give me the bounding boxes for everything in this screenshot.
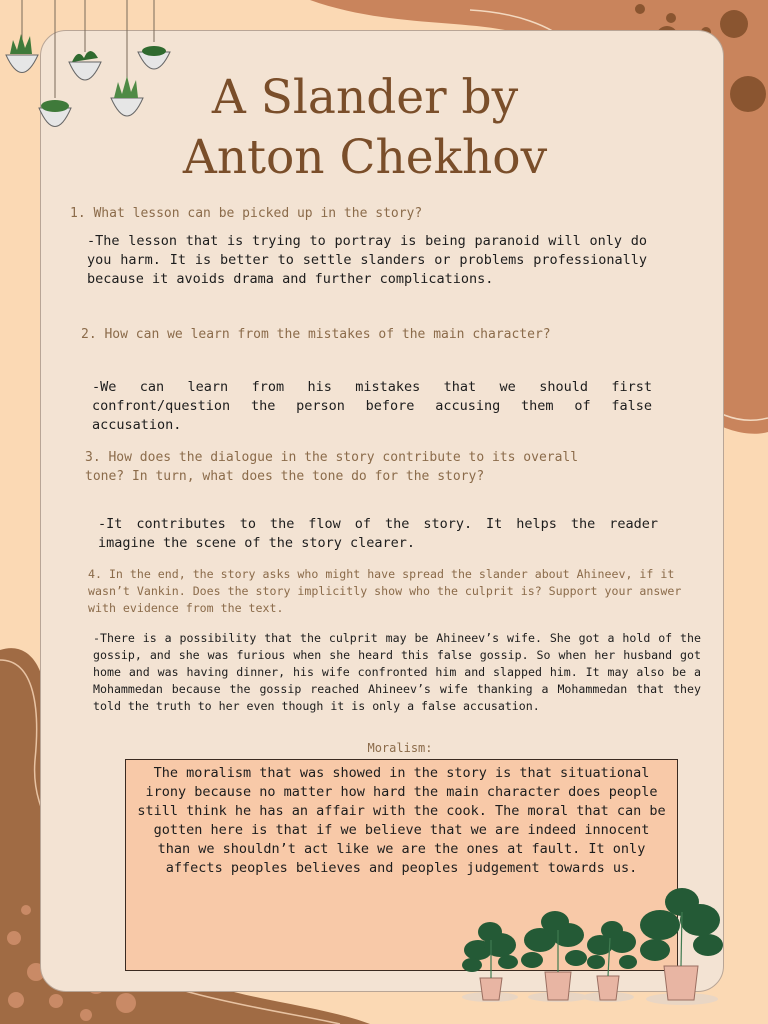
question-3: 3. How does the dialogue in the story contribute to its overall tone? In turn, what does the tone do for the story? xyxy=(85,450,579,484)
answer-1: -The lesson that is trying to portray is being paranoid will only do you harm. It is better to settle slanders or problems professionally because it avoids drama and further complications. xyxy=(87,233,647,287)
title-line-2: Anton Chekhov xyxy=(182,130,548,185)
plant-leaves xyxy=(462,888,723,972)
moralism-text: The moralism that was showed in the story is that situational irony because no matter how hard the main character does people still think he has an affair with the cook. The moral that can be gotten here is that if we believe that we are indeed innocent than we shouldn’t act like we are the ones at fault. It only affects peoples believes and peoples judgement towards us. xyxy=(137,765,666,876)
answer-4: -There is a possibility that the culprit may be Ahineev’s wife. She got a hold of the gossip, and she was furious when she heard this false gossip. So when her husband got home and was having dinner, his wife confronted him and slapped him. It may also be a Mohammedan because the gossip reached Ahineev’s wife thanking a Mohammedan that they told the truth to her even though it is only a false accusation. xyxy=(93,631,701,713)
moralism-label: Moralism: xyxy=(367,741,433,755)
answer-2: -We can learn from his mistakes that we should first confront/question the person before accusing them of false accusation. xyxy=(92,379,652,433)
question-4: 4. In the end, the story asks who might have spread the slander about Ahineev, if it wasn’t Vankin. Does the story implicitly show who the culprit is? Support your answer with evidence from the text. xyxy=(88,567,682,615)
answer-3: -It contributes to the flow of the story. It helps the reader imagine the scene of the story clearer. xyxy=(98,516,658,551)
title-line-1: A Slander by xyxy=(211,70,519,125)
question-1: 1. What lesson can be picked up in the story? xyxy=(70,206,423,221)
question-2: 2. How can we learn from the mistakes of the main character? xyxy=(81,327,551,342)
